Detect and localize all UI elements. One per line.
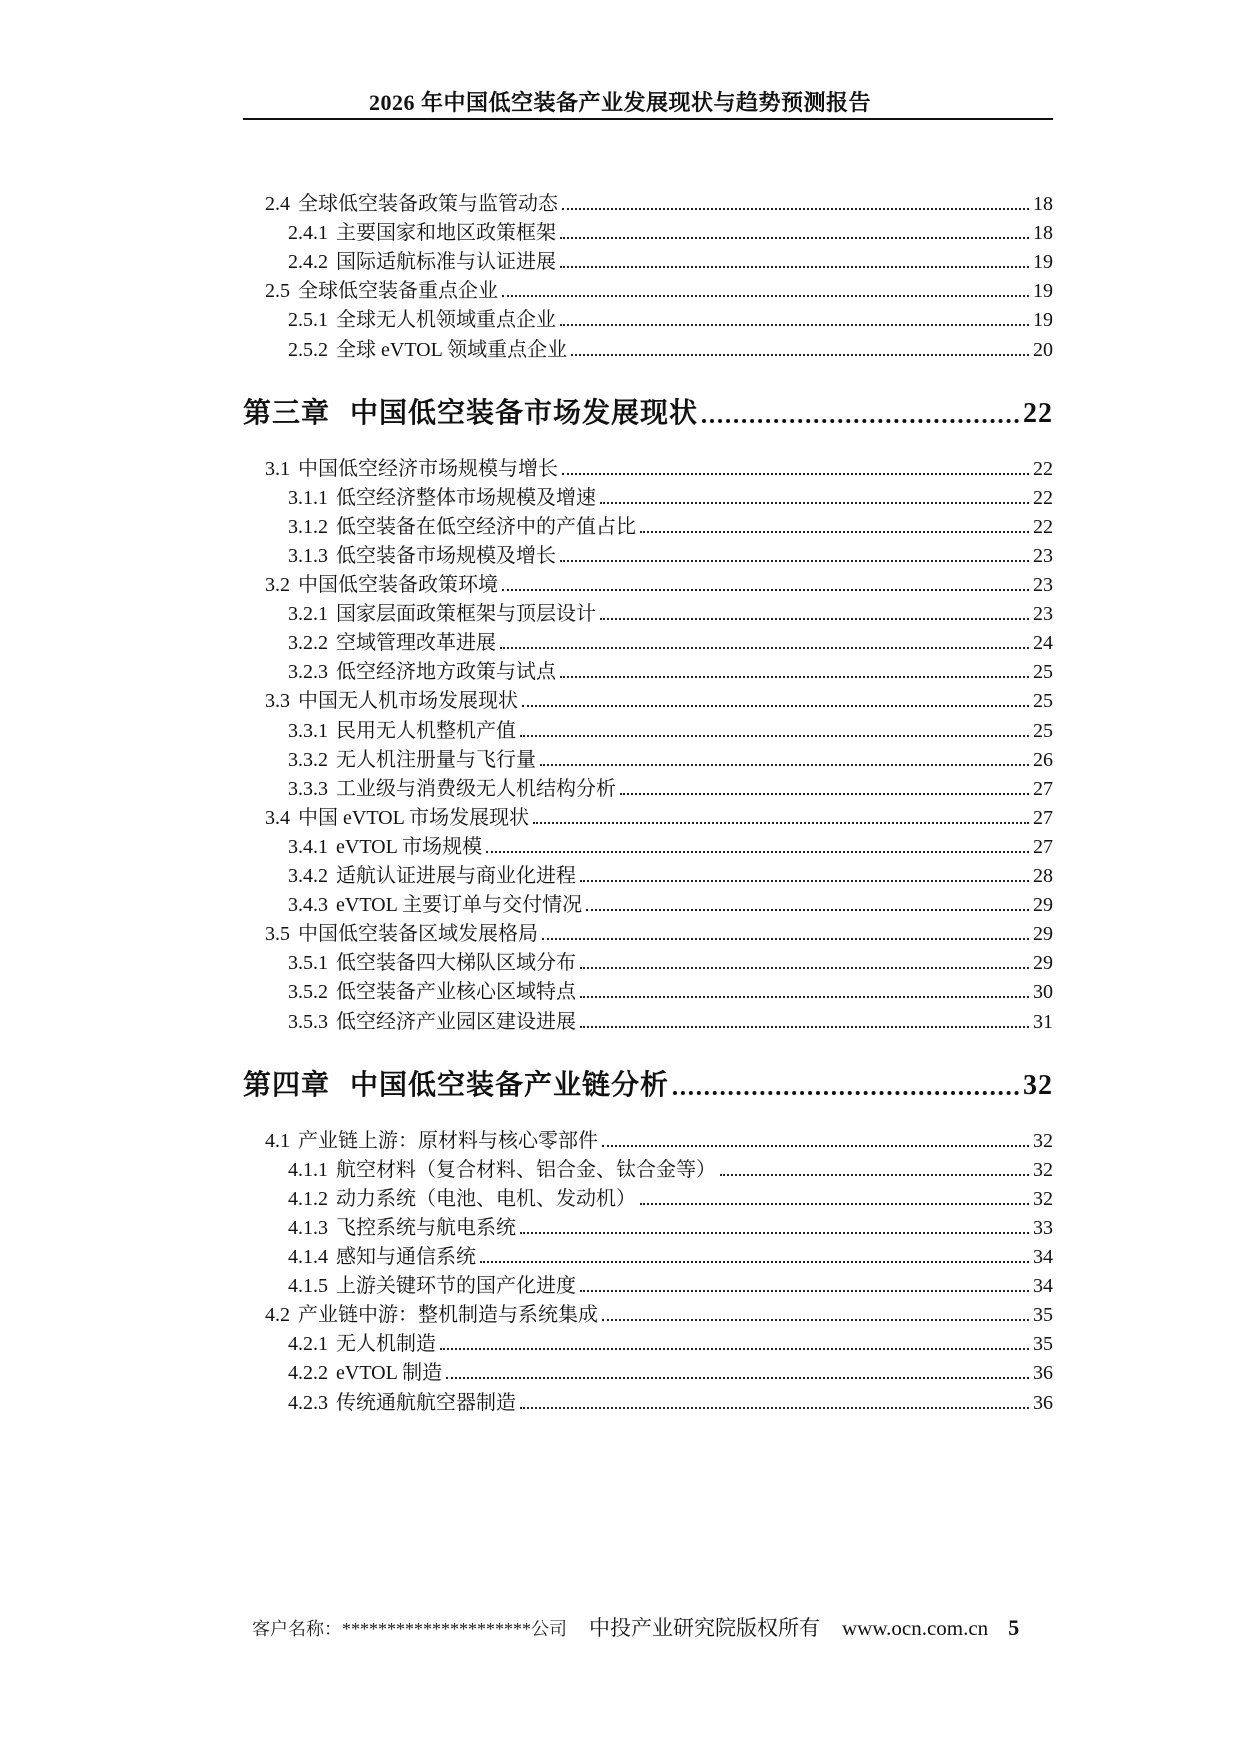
footer-copyright: 中投产业研究院版权所有 bbox=[589, 1616, 820, 1640]
toc-dot-leader bbox=[522, 705, 1029, 707]
toc-entry-page: 23 bbox=[1033, 574, 1053, 596]
toc-entry-number: 2.4 bbox=[265, 193, 290, 215]
toc-entry-title: 低空装备四大梯队区域分布 bbox=[336, 952, 576, 975]
toc-entry-number: 3.3.3 bbox=[288, 777, 328, 800]
toc-entry-page: 19 bbox=[1033, 280, 1053, 303]
toc-dot-leader bbox=[520, 735, 1029, 737]
toc-entry-page: 26 bbox=[1033, 748, 1053, 771]
toc-entry-title: 全球低空装备重点企业 bbox=[298, 280, 498, 303]
toc-entry-title: 动力系统（电池、电机、发动机） bbox=[336, 1187, 636, 1210]
toc-dot-leader bbox=[673, 1091, 1019, 1095]
toc-entry-number: 3.1 bbox=[265, 457, 290, 480]
toc-entry-number: 3.5.3 bbox=[288, 1010, 328, 1033]
toc-entry[interactable] bbox=[243, 1389, 1053, 1415]
toc-dot-leader bbox=[502, 295, 1029, 297]
toc-entry-title: 适航认证进展与商业化进程 bbox=[336, 865, 576, 887]
toc-entry[interactable] bbox=[243, 277, 1053, 303]
toc-chapter-entry[interactable] bbox=[243, 395, 1053, 431]
toc-entry-number: 3.4.1 bbox=[288, 835, 328, 858]
toc-entry[interactable] bbox=[243, 1127, 1053, 1153]
toc-entry-page: 35 bbox=[1033, 1333, 1053, 1356]
toc-entry-number: 3.2.2 bbox=[288, 632, 328, 655]
toc-entry-number: 3.5.2 bbox=[288, 981, 328, 1004]
toc-entry-title: 上游关键环节的国产化进度 bbox=[336, 1275, 576, 1298]
toc-entry-page: 31 bbox=[1033, 1010, 1053, 1033]
toc-dot-leader bbox=[500, 647, 1029, 649]
toc-entry-page: 32 bbox=[1033, 1129, 1053, 1152]
toc-entry-page: 32 bbox=[1033, 1187, 1053, 1210]
toc-entry-page: 34 bbox=[1033, 1275, 1053, 1298]
toc-entry-page: 25 bbox=[1033, 719, 1053, 742]
toc-entry-number: 3.3.2 bbox=[288, 748, 328, 771]
toc-dot-leader bbox=[542, 938, 1029, 940]
toc-dot-leader bbox=[560, 266, 1029, 268]
toc-entry-page: 23 bbox=[1033, 603, 1053, 626]
toc-dot-leader bbox=[640, 1203, 1029, 1205]
toc-entry-title: 全球无人机领域重点企业 bbox=[336, 309, 556, 332]
toc-entry[interactable] bbox=[243, 658, 1053, 684]
toc-dot-leader bbox=[640, 531, 1029, 533]
toc-dot-leader bbox=[560, 237, 1029, 239]
toc-entry-page: 25 bbox=[1033, 661, 1053, 684]
toc-entry-page: 27 bbox=[1033, 835, 1053, 858]
toc-dot-leader bbox=[560, 560, 1029, 562]
toc-dot-leader bbox=[600, 618, 1029, 620]
toc-entry-page: 30 bbox=[1033, 981, 1053, 1004]
toc-entry[interactable] bbox=[243, 1359, 1053, 1385]
toc-entry-title: eVTOL 市场规模 bbox=[336, 835, 483, 858]
toc-entry[interactable] bbox=[243, 1330, 1053, 1356]
toc-entry-title: 飞控系统与航电系统 bbox=[336, 1216, 516, 1239]
toc-entry[interactable] bbox=[243, 513, 1053, 539]
toc-entry-number: 3.4.3 bbox=[288, 894, 328, 917]
toc-entry-title: 低空经济地方政策与试点 bbox=[336, 661, 556, 684]
toc-dot-leader bbox=[580, 880, 1029, 882]
toc-entry[interactable] bbox=[243, 862, 1053, 888]
toc-entry[interactable] bbox=[243, 949, 1053, 975]
toc-entry-page: 25 bbox=[1033, 690, 1053, 713]
toc-entry[interactable] bbox=[243, 600, 1053, 626]
toc-entry-title: 国际适航标准与认证进展 bbox=[336, 251, 556, 274]
toc-dot-leader bbox=[571, 354, 1029, 356]
toc-dot-leader bbox=[446, 1377, 1029, 1379]
toc-entry-title: eVTOL 制造 bbox=[336, 1362, 443, 1385]
toc-entry-title: 民用无人机整机产值 bbox=[336, 719, 516, 742]
toc-entry-number: 4.1.1 bbox=[288, 1158, 328, 1181]
toc-dot-leader bbox=[562, 208, 1029, 210]
toc-entry-number: 4.2 bbox=[265, 1304, 290, 1327]
toc-entry-title: 主要国家和地区政策框架 bbox=[336, 222, 556, 245]
toc-entry-page: 22 bbox=[1033, 515, 1053, 538]
toc-entry-number: 4.1.5 bbox=[288, 1275, 328, 1298]
toc-entry-title: 全球 eVTOL 领域重点企业 bbox=[336, 338, 568, 361]
toc-dot-leader bbox=[520, 1407, 1029, 1409]
toc-entry-title: 低空经济整体市场规模及增速 bbox=[336, 486, 596, 509]
toc-entry-number: 3.2.3 bbox=[288, 661, 328, 684]
toc-entry[interactable] bbox=[243, 629, 1053, 655]
toc-dot-leader bbox=[620, 793, 1029, 795]
toc-entry-number: 3.5.1 bbox=[288, 952, 328, 975]
toc-dot-leader bbox=[580, 967, 1029, 969]
footer-page-number: 5 bbox=[1008, 1615, 1020, 1640]
toc-entry-number: 3.5 bbox=[265, 923, 290, 946]
toc-entry[interactable] bbox=[243, 804, 1053, 830]
toc-entry[interactable] bbox=[243, 219, 1053, 245]
toc-entry-title: 中国低空装备市场发展现状 bbox=[350, 397, 699, 429]
toc-entry-page: 18 bbox=[1033, 193, 1053, 215]
toc-dot-leader bbox=[440, 1348, 1029, 1350]
toc-entry-title: 产业链上游：原材料与核心零部件 bbox=[298, 1129, 598, 1152]
toc-entry-page: 24 bbox=[1033, 632, 1053, 655]
toc-dot-leader bbox=[560, 324, 1029, 326]
toc-entry-number: 3.4 bbox=[265, 806, 290, 829]
toc-dot-leader bbox=[480, 1261, 1029, 1263]
toc-entry-number: 第四章 bbox=[243, 1069, 331, 1101]
toc-entry-page: 35 bbox=[1033, 1304, 1053, 1327]
toc-entry-page: 29 bbox=[1033, 894, 1053, 917]
toc-entry-page: 22 bbox=[1033, 457, 1053, 480]
toc-entry-page: 27 bbox=[1033, 806, 1053, 829]
toc-entry[interactable] bbox=[243, 1301, 1053, 1327]
toc-entry-title: 无人机制造 bbox=[336, 1333, 436, 1356]
toc-dot-leader bbox=[602, 1145, 1029, 1147]
toc-dot-leader bbox=[720, 1174, 1029, 1176]
toc-entry-number: 4.1.4 bbox=[288, 1246, 328, 1268]
toc-entry-number: 3.1.3 bbox=[288, 544, 328, 567]
toc-dot-leader bbox=[702, 419, 1019, 423]
toc-entry-page: 22 bbox=[1023, 397, 1053, 429]
toc-dot-leader bbox=[560, 676, 1029, 678]
toc-entry[interactable] bbox=[243, 920, 1053, 946]
toc-entry-title: 低空装备在低空经济中的产值占比 bbox=[336, 515, 636, 538]
toc-entry-number: 3.4.2 bbox=[288, 865, 328, 887]
toc-dot-leader bbox=[562, 473, 1029, 475]
toc-entry-title: 低空装备产业核心区域特点 bbox=[336, 981, 576, 1004]
toc-entry-number: 2.4.2 bbox=[288, 251, 328, 274]
page-header-title: 2026 年中国低空装备产业发展现状与趋势预测报告 bbox=[368, 90, 871, 115]
footer-client-name: 客户名称：*********************公司 bbox=[252, 1619, 567, 1639]
toc-entry-number: 4.2.3 bbox=[288, 1391, 328, 1414]
toc-entry-number: 4.1.2 bbox=[288, 1187, 328, 1210]
toc-entry[interactable] bbox=[243, 833, 1053, 859]
toc-dot-leader bbox=[533, 822, 1029, 824]
page-footer bbox=[252, 1612, 1052, 1642]
toc-entry[interactable] bbox=[243, 484, 1053, 510]
toc-dot-leader bbox=[586, 909, 1029, 911]
toc-entry-title: 中国低空装备产业链分析 bbox=[350, 1069, 670, 1101]
toc-entry-title: 空域管理改革进展 bbox=[336, 632, 496, 655]
toc-entry[interactable] bbox=[243, 1272, 1053, 1298]
toc-entry-title: 感知与通信系统 bbox=[336, 1246, 476, 1268]
toc-entry[interactable] bbox=[243, 1008, 1053, 1034]
toc-entry-title: 国家层面政策框架与顶层设计 bbox=[336, 603, 596, 626]
toc-dot-leader bbox=[600, 502, 1029, 504]
toc-entry-page: 18 bbox=[1033, 222, 1053, 245]
toc-entry-number: 4.2.1 bbox=[288, 1333, 328, 1356]
toc-entry-number: 3.2.1 bbox=[288, 603, 328, 626]
toc-entry-number: 2.5 bbox=[265, 280, 290, 303]
toc-entry[interactable] bbox=[243, 717, 1053, 743]
toc-entry-page: 28 bbox=[1033, 865, 1053, 887]
toc-entry-number: 2.5.2 bbox=[288, 338, 328, 361]
toc-dot-leader bbox=[502, 589, 1029, 591]
toc-entry[interactable] bbox=[243, 306, 1053, 332]
toc-entry-number: 3.3 bbox=[265, 690, 290, 713]
toc-entry-title: 航空材料（复合材料、铝合金、钛合金等） bbox=[336, 1158, 716, 1181]
toc-entry-number: 3.3.1 bbox=[288, 719, 328, 742]
toc-entry[interactable] bbox=[243, 687, 1053, 713]
toc-entry-number: 2.5.1 bbox=[288, 309, 328, 332]
toc-dot-leader bbox=[580, 1026, 1029, 1028]
toc-entry-title: 低空装备市场规模及增长 bbox=[336, 544, 556, 567]
toc-entry-page: 36 bbox=[1033, 1362, 1053, 1385]
toc-entry-page: 20 bbox=[1033, 338, 1053, 361]
toc-entry-page: 22 bbox=[1033, 486, 1053, 509]
toc-entry-title: 中国低空装备政策环境 bbox=[298, 574, 498, 596]
toc-entry[interactable] bbox=[243, 1185, 1053, 1211]
toc-entry-page: 33 bbox=[1033, 1216, 1053, 1239]
toc-entry[interactable] bbox=[243, 1243, 1053, 1269]
toc-entry-title: 低空经济产业园区建设进展 bbox=[336, 1010, 576, 1033]
toc-entry-number: 3.2 bbox=[265, 574, 290, 596]
toc-dot-leader bbox=[580, 996, 1029, 998]
toc-entry-number: 第三章 bbox=[243, 397, 331, 429]
toc-entry-title: 产业链中游：整机制造与系统集成 bbox=[298, 1304, 598, 1327]
toc-dot-leader bbox=[486, 851, 1029, 853]
toc-entry-title: 中国低空装备区域发展格局 bbox=[298, 923, 538, 946]
toc-dot-leader bbox=[602, 1319, 1029, 1321]
toc-entry[interactable] bbox=[243, 746, 1053, 772]
toc-entry-page: 32 bbox=[1023, 1069, 1053, 1101]
toc-entry-number: 4.1.3 bbox=[288, 1216, 328, 1239]
toc-entry-page: 29 bbox=[1033, 952, 1053, 975]
toc-entry[interactable] bbox=[243, 775, 1053, 801]
toc-entry-title: eVTOL 主要订单与交付情况 bbox=[336, 894, 583, 917]
toc-entry[interactable] bbox=[243, 248, 1053, 274]
toc-entry[interactable] bbox=[243, 542, 1053, 568]
footer-website: www.ocn.com.cn bbox=[842, 1616, 989, 1640]
toc-entry-title: 传统通航航空器制造 bbox=[336, 1391, 516, 1414]
toc-entry[interactable] bbox=[243, 455, 1053, 481]
toc-entry-page: 29 bbox=[1033, 923, 1053, 946]
toc-entry-page: 19 bbox=[1033, 309, 1053, 332]
toc-entry-number: 4.1 bbox=[265, 1129, 290, 1152]
toc-entry[interactable] bbox=[243, 190, 1053, 216]
toc-entry-title: 中国无人机市场发展现状 bbox=[298, 690, 518, 713]
header-divider bbox=[243, 118, 1053, 120]
toc-dot-leader bbox=[520, 1232, 1029, 1234]
toc-entry-title: 中国低空经济市场规模与增长 bbox=[298, 457, 558, 480]
toc-entry[interactable] bbox=[243, 1214, 1053, 1240]
toc-entry-title: 全球低空装备政策与监管动态 bbox=[298, 193, 558, 215]
toc-entry-title: 中国 eVTOL 市场发展现状 bbox=[298, 806, 530, 829]
toc-entry[interactable] bbox=[243, 1156, 1053, 1182]
toc-entry-page: 32 bbox=[1033, 1158, 1053, 1181]
toc-entry-page: 19 bbox=[1033, 251, 1053, 274]
toc-entry-page: 23 bbox=[1033, 544, 1053, 567]
toc-entry[interactable] bbox=[243, 571, 1053, 597]
toc-entry-title: 工业级与消费级无人机结构分析 bbox=[336, 777, 616, 800]
toc-dot-leader bbox=[540, 764, 1029, 766]
toc-entry-page: 36 bbox=[1033, 1391, 1053, 1414]
toc-entry-number: 3.1.2 bbox=[288, 515, 328, 538]
toc-entry-page: 34 bbox=[1033, 1246, 1053, 1268]
toc-entry-number: 2.4.1 bbox=[288, 222, 328, 245]
toc-dot-leader bbox=[580, 1290, 1029, 1292]
toc-entry-page: 27 bbox=[1033, 777, 1053, 800]
toc-entry[interactable] bbox=[243, 336, 1053, 362]
toc-entry-number: 4.2.2 bbox=[288, 1362, 328, 1385]
toc-entry[interactable] bbox=[243, 891, 1053, 917]
toc-chapter-entry[interactable] bbox=[243, 1067, 1053, 1103]
toc-entry[interactable] bbox=[243, 978, 1053, 1004]
toc-entry-title: 无人机注册量与飞行量 bbox=[336, 748, 536, 771]
toc-entry-number: 3.1.1 bbox=[288, 486, 328, 509]
